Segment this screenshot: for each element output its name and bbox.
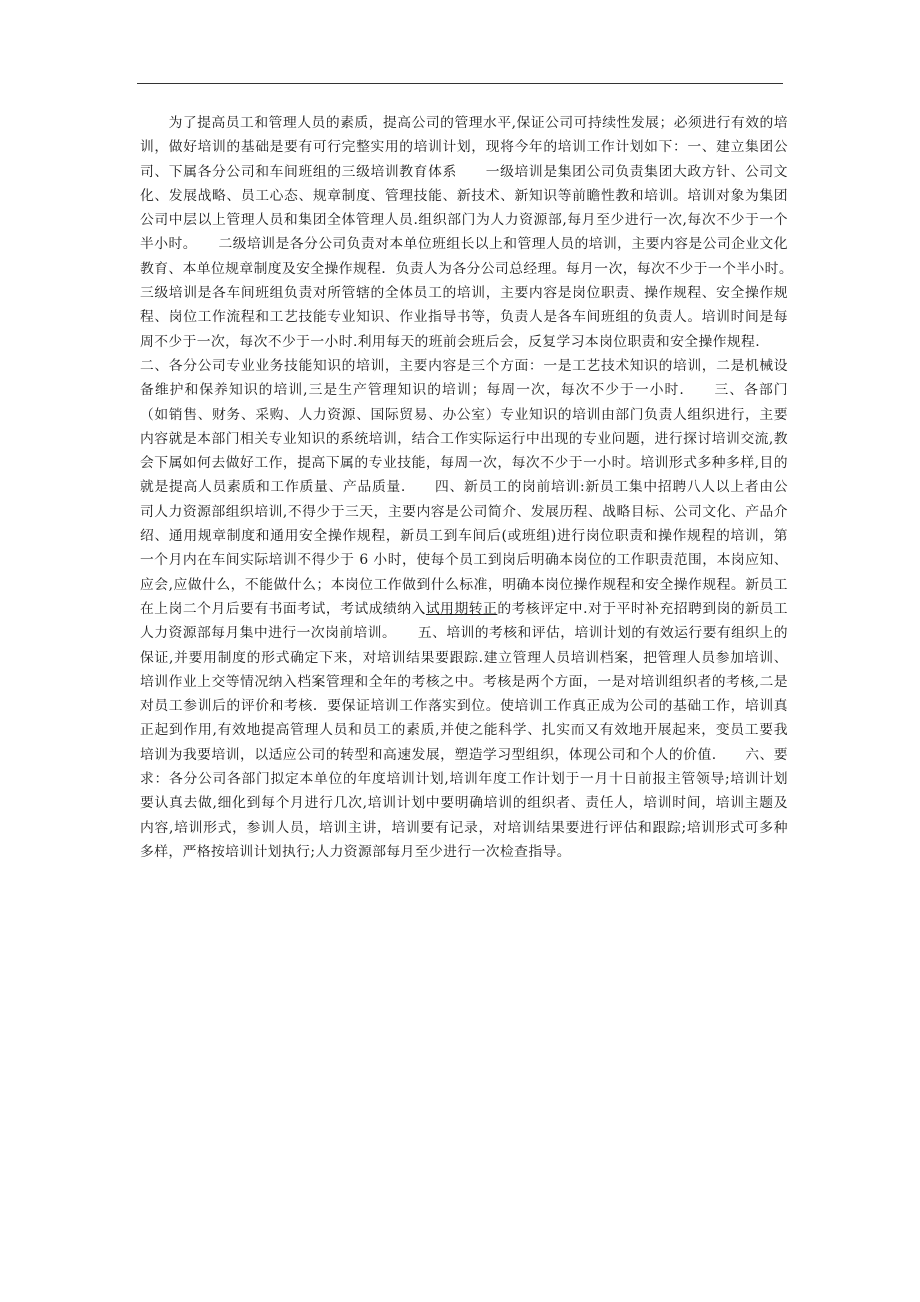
section-2-paragraph: 二、各分公司专业业务技能知识的培训，主要内容是三个方面：一是工艺技术知识的培训，二是机械设备维护和保养知识的培训,三是生产管理知识的培训；每周一次，每次不少于一小时. (140, 333, 789, 399)
section-3-paragraph: 三、各部门（如销售、财务、采购、人力资源、国际贸易、办公室）专业知识的培训由部门负责人组织进行，主要内容就是本部门相关专业知识的系统培训，结合工作实际运行中出现的专业问题，进行探讨培训交流,教会下属如何去做好工作，提高下属的专业技能，每周一次，每次不少于一小时。培训形式多种多样,目的就是提高人员素质和工作质量、产品质量. (140, 382, 788, 496)
section-1-heading: 一、建立集团公司、下属各分公司和车间班组的三级培训教育体系 (140, 139, 788, 180)
intro-paragraph: 为了提高员工和管理人员的素质，提高公司的管理水平,保证公司可持续性发展；必须进行有效的培训，做好培训的基础是要有可行完整实用的培训计划，现将今年的培训工作计划如下： (140, 115, 788, 156)
document-body (140, 111, 815, 864)
section-5-paragraph: 五、培训的考核和评估，培训计划的有效运行要有组织上的保证,并要用制度的形式确定下来，对培训结果要跟踪.建立管理人员培训档案，把管理人员参加培训、培训作业上交等情况纳入档案管理和全年的考核之中。考核是两个方面，一是对培训组织者的考核,二是对员工参训后的评价和考核．要保证培训工作落实到位。使培训工作真正成为公司的基础工作，培训真正起到作用,有效地提高管理人员和员工的素质,并使之能科学、扎实而又有效地开展起来，变员工要我培训为我要培训，以适应公司的转型和高速发展，塑造学习型组织，体现公司和个人的价值. (140, 625, 788, 763)
section-1-level-3-training: 三级培训是各车间班组负责对所管辖的全体员工的培训，主要内容是岗位职责、操作规程、安全操作规程、岗位工作流程和工艺技能专业知识、作业指导书等，负责人是各车间班组的负责人。培训时间是每周不少于一次，每次不少于一小时.利用每天的班前会班后会，反复学习本岗位职责和安全操作规程. (140, 260, 815, 350)
header-rule (137, 83, 783, 84)
probation-link[interactable]: 试用期转正 (425, 600, 498, 617)
section-1-level-1-training: 一级培训是集团公司负责集团大政方针、公司文化、发展战略、员工心态、规章制度、管理技能、新技术、新知识等前瞻性教和培训。培训对象为集团公司中层以上管理人员和集团全体管理人员.组织部门为人力资源部,每月至少进行一次,每次不少于一个半小时。 (140, 163, 788, 253)
section-4-text-end: 的考核评定中.对于平时补充招聘到岗的新员工人力资源部每月集中进行一次岗前培训。 (140, 600, 788, 642)
section-1-level-2-training: 二级培训是各分公司负责对本单位班组长以上和管理人员的培训，主要内容是公司企业文化教育、本单位规章制度及安全操作规程．负责人为各分公司总经理。每月一次，每次不少于一个半小时。 (140, 236, 788, 277)
section-6-paragraph: 六、要求：各分公司各部门拟定本单位的年度培训计划,培训年度工作计划于一月十日前报主管领导;培训计划要认真去做,细化到每个月进行几次,培训计划中要明确培训的组织者、责任人，培训时间，培训主题及内容,培训形式，参训人员，培训主讲，培训要有记录，对培训结果要进行评估和跟踪;培训形式可多种多样，严格按培训计划执行;人力资源部每月至少进行一次检查指导。 (140, 746, 788, 860)
section-4-text-start: 四、新员工的岗前培训:新员工集中招聘八人以上者由公司人力资源部组织培训,不得少于三天，主要内容是公司简介、发展历程、战略目标、公司文化、产品介绍、通用规章制度和通用安全操作规程，新员工到车间后(或班组)进行岗位职责和操作规程的培训，第一个月内在车间实际培训不得少于 6 小时，使每个员工到岗后明确本岗位的工作职责范围，本岗应知、应会,应做什么，不能做什么；本岗位工作做到什么标准，明确本岗位操作规程和安全操作规程。新员工在上岗二个月后要有书面考试，考试成绩纳入 (140, 479, 788, 617)
